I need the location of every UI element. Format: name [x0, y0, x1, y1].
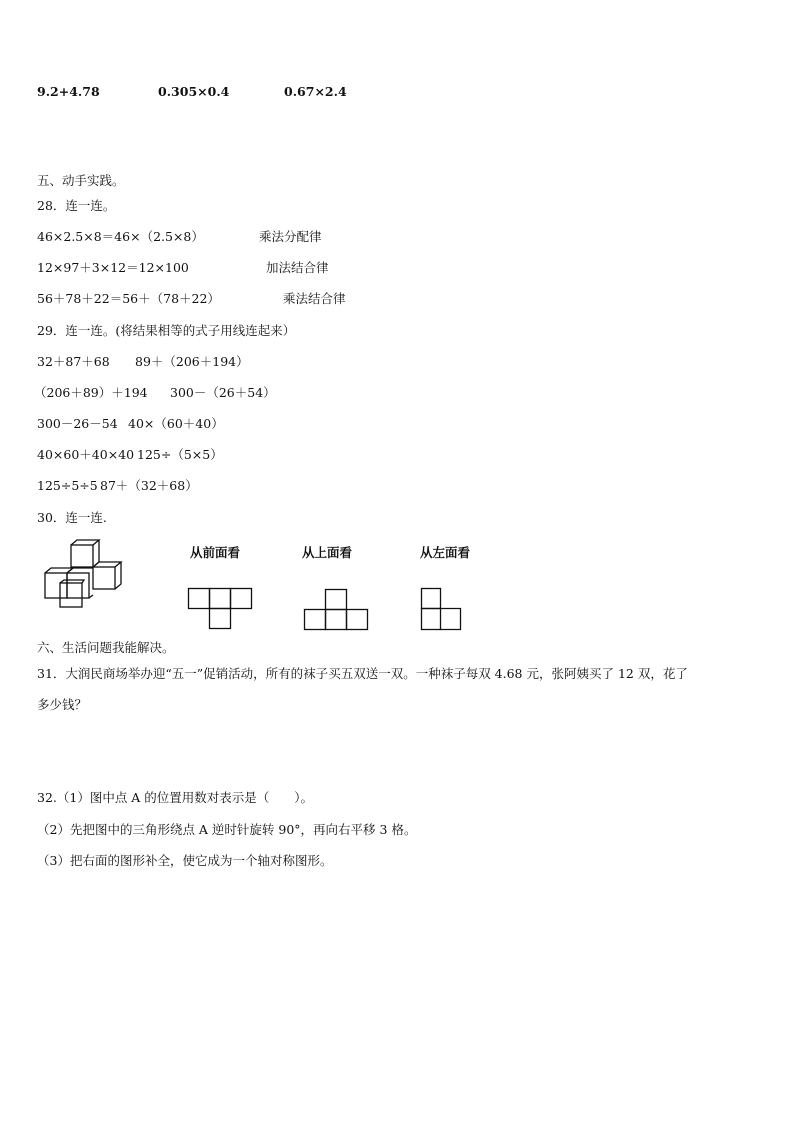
q29-left-4: 40×60＋40×40 [37, 447, 135, 462]
q28-label: 28．连一连。 [37, 198, 116, 213]
q31-line-2: 多少钱？ [37, 697, 88, 712]
section-6-title: 六、生活问题我能解决。 [37, 640, 175, 655]
q29-right-1: 89＋（206＋194） [135, 354, 249, 369]
q29-right-4: 125÷（5×5） [137, 447, 223, 462]
q29-left-1: 32＋87＋68 [37, 354, 110, 369]
q28-left-2: 12×97＋3×12＝12×100 [37, 260, 189, 275]
q28-right-3: 乘法结合律 [283, 291, 346, 306]
view-label-front: 从前面看 [190, 545, 241, 560]
expression-3: 0.67×2.4 [284, 84, 347, 99]
q28-right-1: 乘法分配律 [259, 229, 322, 244]
expression-2: 0.305×0.4 [158, 84, 230, 99]
top-view-figure [304, 589, 368, 631]
q32-part-2: （2）先把图中的三角形绕点 A 逆时针旋转 90°，再向右平移 3 格。 [37, 822, 417, 837]
section-5-title: 五、动手实践。 [37, 173, 125, 188]
q30-label: 30．连一连. [37, 510, 107, 525]
q29-right-3: 40×（60＋40） [128, 416, 224, 431]
cube-stack-figure [40, 540, 130, 610]
q28-left-3: 56＋78＋22＝56＋（78＋22） [37, 291, 220, 306]
q29-right-5: 87＋（32＋68） [100, 478, 198, 493]
expression-1: 9.2+4.78 [37, 84, 100, 99]
q29-left-5: 125÷5÷5 [37, 478, 98, 493]
q29-label: 29．连一连。(将结果相等的式子用线连起来） [37, 323, 296, 338]
left-view-figure [421, 588, 463, 631]
q32-part-3: （3）把右面的图形补全，使它成为一个轴对称图形。 [37, 853, 333, 868]
front-view-figure [188, 588, 252, 630]
q32-part-1: 32.（1）图中点 A 的位置用数对表示是（ ）。 [37, 790, 314, 805]
q29-right-2: 300－（26＋54） [170, 385, 276, 400]
q29-left-2: （206＋89）＋194 [34, 385, 148, 400]
q31-line-1: 31．大润民商场举办迎“五一”促销活动，所有的袜子买五双送一双。一种袜子每双 4.68 元，张阿姨买了 12 双，花了 [37, 666, 688, 681]
view-label-top: 从上面看 [302, 545, 353, 560]
view-label-left: 从左面看 [420, 545, 471, 560]
q28-left-1: 46×2.5×8＝46×（2.5×8） [37, 229, 204, 244]
q29-left-3: 300－26－54 [37, 416, 118, 431]
q28-right-2: 加法结合律 [266, 260, 329, 275]
